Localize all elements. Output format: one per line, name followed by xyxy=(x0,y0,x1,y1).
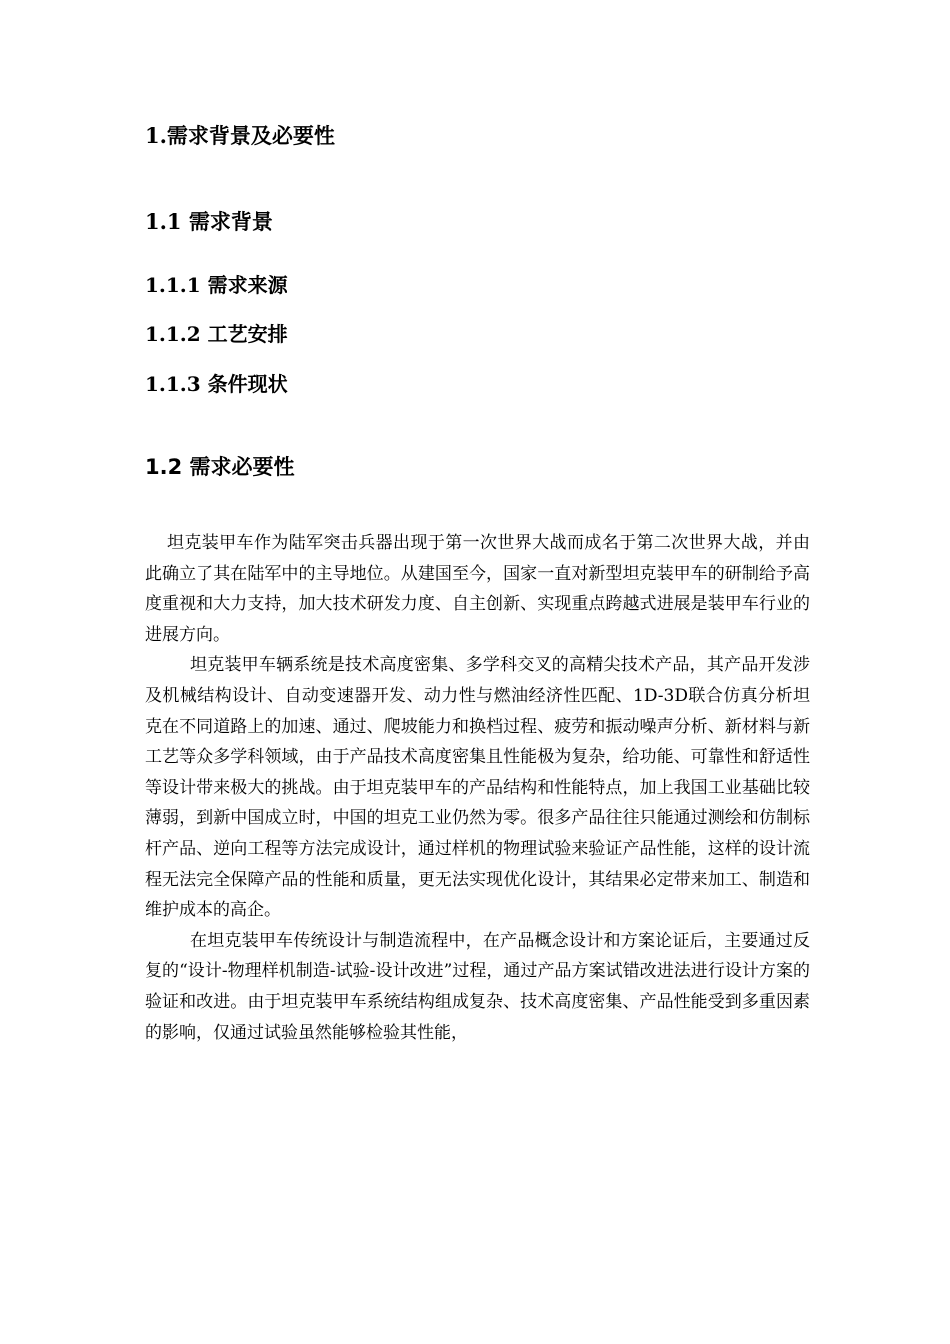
body-text xyxy=(145,528,810,1048)
heading-section-1-2: 1.2 需求必要性 xyxy=(145,455,295,479)
heading-section-1-1-1: 1.1.1 需求来源 xyxy=(145,273,288,297)
heading-section-1: 1.需求背景及必要性 xyxy=(145,123,335,148)
paragraph-3: 在坦克装甲车传统设计与制造流程中，在产品概念设计和方案论证后，主要通过反复的“设计-物理样机制造-试验-设计改进”过程，通过产品方案试错改进法进行设计方案的验证和改进。由于坦克装甲车系统结构组成复杂、技术高度密集、产品性能受到多重因素的影响，仅通过试验虽然能够检验其性能， xyxy=(145,930,810,1043)
paragraph-1: 坦克装甲车作为陆军突击兵器出现于第一次世界大战而成名于第二次世界大战，并由此确立了其在陆军中的主导地位。从建国至今，国家一直对新型坦克装甲车的研制给予高度重视和大力支持，加大技术研发力度、自主创新、实现重点跨越式进展是装甲车行业的进展方向。 xyxy=(145,533,810,645)
heading-section-1-1-2: 1.1.2 工艺安排 xyxy=(145,322,288,346)
paragraph-2: 坦克装甲车辆系统是技术高度密集、多学科交叉的高精尖技术产品，其产品开发涉及机械结构设计、自动变速器开发、动力性与燃油经济性匹配、1D-3D联合仿真分析坦克在不同道路上的加速、通过、爬坡能力和换档过程、疲劳和振动噪声分析、新材料与新工艺等众多学科领域，由于产品技术高度密集且性能极为复杂，给功能、可靠性和舒适性等设计带来极大的挑战。由于坦克装甲车的产品结构和性能特点，加上我国工业基础比较薄弱，到新中国成立时，中国的坦克工业仍然为零。很多产品往往只能通过测绘和仿制标杆产品、逆向工程等方法完成设计，通过样机的物理试验来验证产品性能，这样的设计流程无法完全保障产品的性能和质量，更无法实现优化设计，其结果必定带来加工、制造和维护成本的高企。 xyxy=(145,655,810,921)
heading-section-1-1-3: 1.1.3 条件现状 xyxy=(145,372,288,396)
heading-section-1-1: 1.1 需求背景 xyxy=(145,209,273,234)
